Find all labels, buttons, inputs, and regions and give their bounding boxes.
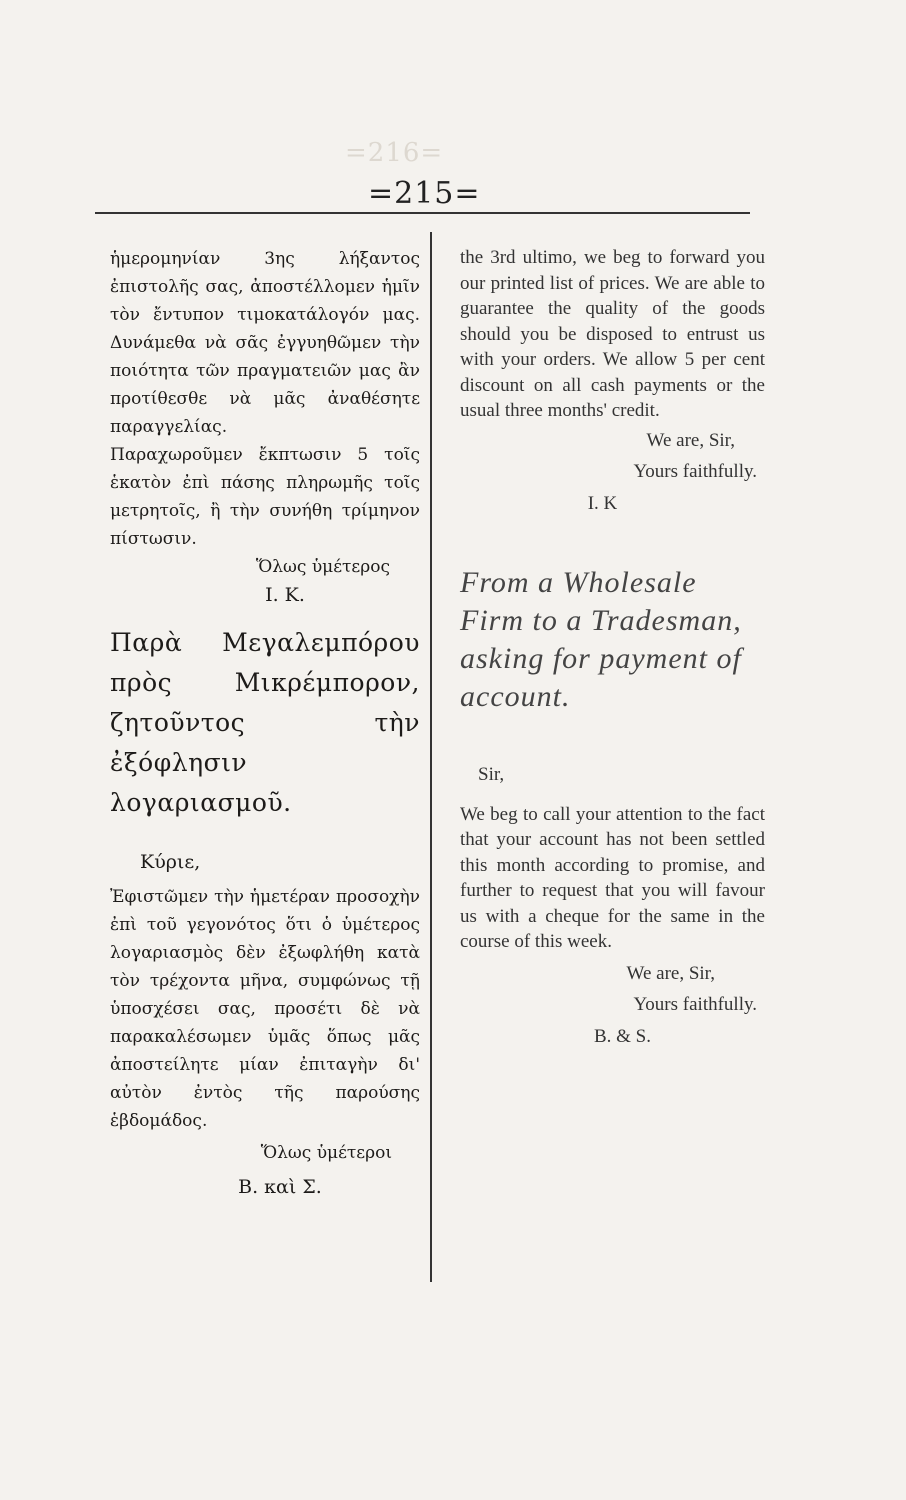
greek-letter2-closing: Ὅλως ὑμέτεροι xyxy=(260,1143,392,1163)
greek-letter1-body-2: Παραχωροῦμεν ἔκπτωσιν 5 τοῖς ἑκατὸν ἐπὶ πάσης πληρωμῆς τοῖς μετρητοῖς, ἢ τὴν συνήθη τρίμηνον πίστωσιν. xyxy=(110,445,420,549)
greek-letter1-closing: Ὅλως ὑμέτερος xyxy=(255,557,390,577)
english-letter2-closing-1: We are, Sir, xyxy=(626,962,715,984)
english-letter1-body: the 3rd ultimo, we beg to forward you our printed list of prices. We are able to guarantee the quality of the goods should you be disposed to entrust us with your orders. We allow 5 per cent discount on all cash payments or the usual three months' credit. xyxy=(460,247,765,421)
english-letter2-signature: B. & S. xyxy=(593,1025,652,1047)
english-letter2-salutation: Sir, xyxy=(478,764,505,785)
header-rule xyxy=(95,212,750,214)
bleed-through-page-number: =216= xyxy=(345,138,444,168)
english-letter2-heading: From a Wholesale Firm to a Tradesman, asking for payment of account. xyxy=(460,566,742,713)
english-letter1-closing-1: We are, Sir, xyxy=(646,429,735,451)
column-divider xyxy=(430,232,432,1282)
greek-letter2-body: Ἐφιστῶμεν τὴν ἡμετέραν προσοχὴν ἐπὶ τοῦ γεγονότος ὅτι ὁ ὑμέτερος λογαριασμὸς δὲν ἐξωφλήθη κατὰ τὸν τρέχοντα μῆνα, συμφώνως τῇ ὑποσχέσει σας, προσέτι δὲ νὰ παρακαλέσωμεν ὑμᾶς ὅπως μᾶς ἀποστείλητε μίαν ἐπιταγὴν δι' αὐτὸν ἐντὸς τῆς παρούσης ἑβδομάδος. xyxy=(110,887,420,1131)
english-letter1-signature: I. K xyxy=(587,492,618,514)
english-letter2-body: We beg to call your attention to the fact that your account has not been settled this month according to promise, and further to request that you will favour us with a cheque for the same in the course of this week. xyxy=(460,803,765,952)
english-letter2-closing-2: Yours faithfully. xyxy=(633,994,757,1015)
greek-letter2-salutation: Κύριε, xyxy=(140,851,201,873)
greek-column xyxy=(110,245,420,1201)
greek-letter1-body: ἡμερομηνίαν 3ης λήξαντος ἐπιστολῆς σας, ἀποστέλλομεν ἡμῖν τὸν ἔντυπον τιμοκατάλογόν μας. Δυνάμεθα νὰ σᾶς ἐγγυηθῶμεν τὴν ποιότητα τῶν πραγματειῶν μας ἂν προτίθεσθε νὰ μᾶς ἀναθέσητε παραγγελίας. xyxy=(110,249,420,437)
english-letter1-closing-2: Yours faithfully. xyxy=(633,461,757,482)
english-column xyxy=(460,245,765,1049)
greek-letter2-signature: Β. καὶ Σ. xyxy=(238,1176,322,1198)
page-number: =215= xyxy=(368,176,481,211)
greek-letter2-heading: Παρὰ Μεγαλεμπόρου πρὸς Μικρέμπορον, ζητοῦντος τὴν ἐξόφλησιν λογαριασμοῦ. xyxy=(110,628,420,817)
greek-letter1-signature: I. K. xyxy=(265,584,305,606)
